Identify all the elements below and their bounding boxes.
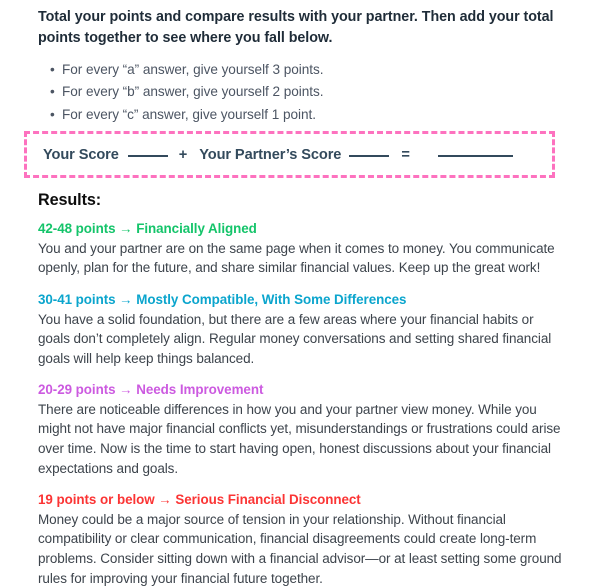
plus-operator: + [178, 146, 188, 163]
result-block-financially-aligned [38, 220, 568, 278]
your-score-input[interactable] [128, 155, 168, 157]
result-heading: 30-41 points → Mostly Compatible, With Some Differences [38, 291, 407, 307]
result-heading: 19 points or below → Serious Financial Disconnect [38, 492, 361, 508]
list-item [50, 104, 600, 126]
intro-heading: Total your points and compare results with your partner. Then add your total points together to see where you fall below. [38, 9, 554, 47]
results-list [0, 220, 600, 588]
rule-text: For every “b” answer, give yourself 2 points. [62, 84, 324, 100]
equals-operator: = [401, 146, 410, 163]
result-heading: 20-29 points → Needs Improvement [38, 382, 264, 398]
result-body: There are noticeable differences in how you and your partner view money. While you might not have major financial conflicts yet, misunderstandings or frustrations could arise over time. Now is the time to start having open, honest discussions about your financial expectations and goals. [38, 401, 561, 476]
rule-text: For every “a” answer, give yourself 3 points. [62, 62, 324, 78]
your-score-label: Your Score [43, 146, 119, 163]
result-block-serious-disconnect [38, 491, 568, 588]
list-item [50, 59, 600, 81]
results-title: Results: [38, 191, 102, 209]
score-total-box [24, 131, 555, 178]
total-score-input[interactable] [438, 155, 513, 157]
bullet-icon: • [50, 62, 55, 78]
result-heading: 42-48 points → Financially Aligned [38, 221, 257, 236]
result-block-mostly-compatible [38, 291, 568, 368]
result-body: You and your partner are on the same page when it comes to money. You communicate openly, plan for the future, and share similar financial values. Keep up the great work! [38, 240, 555, 276]
scoring-rules-list [0, 59, 600, 125]
bullet-icon: • [50, 106, 55, 122]
score-equation [27, 147, 519, 163]
bullet-icon: • [50, 84, 55, 100]
rule-text: For every “c” answer, give yourself 1 point. [62, 106, 316, 122]
result-body: Money could be a major source of tension in your relationship. Without financial compatibility or clear communication, financial disagreements could create long-term problems. Consider sitting down with a financial advisor—or at least setting some ground rules for improving your financial future together. [38, 511, 562, 586]
partner-score-input[interactable] [349, 155, 389, 157]
list-item [50, 81, 600, 103]
result-block-needs-improvement [38, 381, 568, 478]
partner-score-label: Your Partner’s Score [199, 146, 342, 163]
result-body: You have a solid foundation, but there are a few areas where your financial habits or goals don’t completely align. Regular money conversations and setting shared financial goals will help keep things balanced. [38, 311, 552, 366]
